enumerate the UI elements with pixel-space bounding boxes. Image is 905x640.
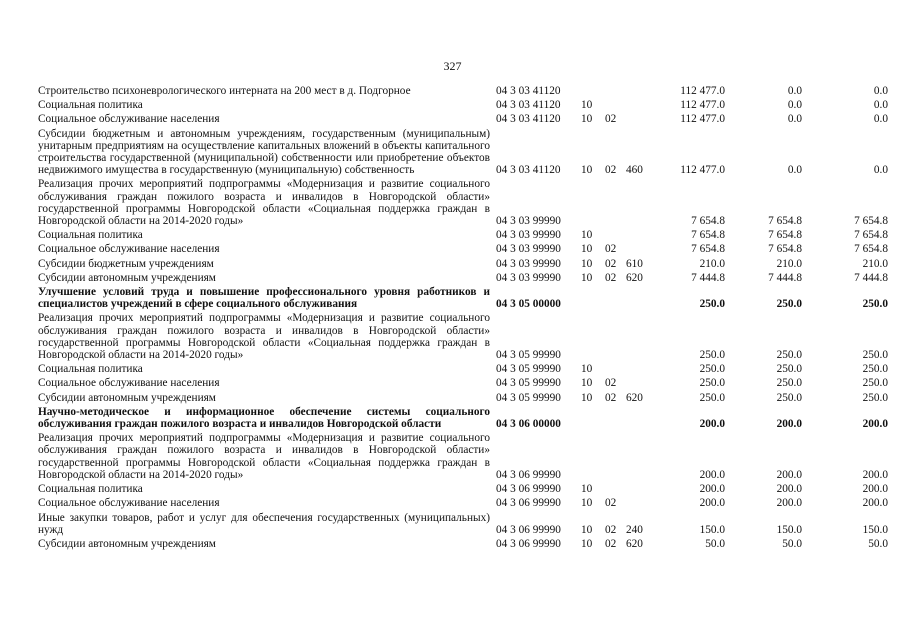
- table-row: [38, 312, 888, 361]
- expense-type-code: 620: [626, 271, 643, 284]
- amount-year-2: 0.0: [787, 85, 802, 97]
- section-code: 10: [581, 391, 593, 404]
- table-row: [38, 538, 888, 550]
- subsection-code: 02: [605, 391, 617, 404]
- section-code: 10: [581, 497, 593, 510]
- amount-year-3: 50.0: [868, 537, 888, 550]
- amount-year-3: 7 654.8: [854, 229, 888, 242]
- table-row: [38, 178, 888, 227]
- target-article-code: 04 3 03 99990: [496, 243, 561, 256]
- row-description: Социальная политика: [38, 483, 143, 496]
- amount-year-3: 0.0: [873, 164, 888, 177]
- amount-year-2: 7 654.8: [768, 215, 802, 228]
- table-row: [38, 229, 888, 241]
- page-number: 327: [443, 59, 462, 73]
- amount-year-2: 250.0: [776, 377, 802, 390]
- amount-year-2: 250.0: [776, 349, 802, 362]
- expense-type-code: 610: [626, 257, 643, 270]
- row-description: Улучшение условий труда и повышение профессионального уровня работников и специалистов учреждений в сфере социального обслуживания: [38, 286, 490, 311]
- amount-year-3: 150.0: [862, 523, 888, 536]
- amount-year-3: 7 654.8: [854, 215, 888, 228]
- amount-year-3: 200.0: [862, 483, 888, 496]
- table-row: [38, 483, 888, 495]
- table-row: [38, 497, 888, 509]
- amount-year-3: 0.0: [873, 113, 888, 126]
- row-description: Субсидии автономным учреждениям: [38, 391, 216, 404]
- section-code: 10: [581, 523, 593, 536]
- amount-year-3: 250.0: [862, 391, 888, 404]
- target-article-code: 04 3 03 41120: [496, 85, 561, 97]
- table-row-heading: [38, 286, 888, 310]
- amount-year-3: 200.0: [862, 418, 888, 431]
- section-code: 10: [581, 483, 593, 496]
- amount-year-3: 250.0: [862, 349, 888, 362]
- row-description: Субсидии автономным учреждениям: [38, 537, 216, 550]
- amount-year-1: 200.0: [699, 497, 725, 510]
- table-row: [38, 85, 888, 97]
- section-code: 10: [581, 363, 593, 376]
- amount-year-1: 250.0: [699, 349, 725, 362]
- target-article-code: 04 3 03 99990: [496, 229, 561, 242]
- amount-year-2: 250.0: [776, 391, 802, 404]
- target-article-code: 04 3 05 99990: [496, 377, 561, 390]
- amount-year-2: 0.0: [787, 99, 802, 112]
- row-description: Научно-методическое и информационное обеспечение системы социального обслуживания граждан пожилого возраста и инвалидов Новгородской области: [38, 405, 490, 431]
- row-description: Социальное обслуживание населения: [38, 113, 220, 126]
- table-row: [38, 363, 888, 375]
- target-article-code: 04 3 06 99990: [496, 523, 561, 536]
- row-description: Социальная политика: [38, 99, 143, 112]
- amount-year-2: 50.0: [782, 537, 802, 550]
- row-description: Строительство психоневрологического интерната на 200 мест в д. Подгорное: [38, 85, 411, 97]
- amount-year-1: 7 444.8: [691, 271, 725, 284]
- section-code: 10: [581, 377, 593, 390]
- target-article-code: 04 3 05 99990: [496, 391, 561, 404]
- amount-year-1: 112 477.0: [680, 85, 725, 97]
- budget-table: [38, 85, 888, 552]
- amount-year-2: 200.0: [776, 497, 802, 510]
- amount-year-1: 200.0: [699, 483, 725, 496]
- target-article-code: 04 3 06 99990: [496, 483, 561, 496]
- amount-year-3: 210.0: [862, 257, 888, 270]
- amount-year-1: 250.0: [699, 363, 725, 376]
- amount-year-2: 200.0: [776, 483, 802, 496]
- subsection-code: 02: [605, 537, 617, 550]
- table-row: [38, 377, 888, 389]
- section-code: 10: [581, 257, 593, 270]
- amount-year-1: 112 477.0: [680, 113, 725, 126]
- amount-year-2: 0.0: [787, 113, 802, 126]
- amount-year-1: 7 654.8: [691, 243, 725, 256]
- subsection-code: 02: [605, 377, 617, 390]
- target-article-code: 04 3 06 99990: [496, 468, 561, 481]
- amount-year-2: 200.0: [776, 468, 802, 481]
- amount-year-1: 7 654.8: [691, 215, 725, 228]
- amount-year-3: 200.0: [862, 468, 888, 481]
- target-article-code: 04 3 06 00000: [496, 418, 561, 431]
- row-description: Социальное обслуживание населения: [38, 377, 220, 390]
- row-description: Социальная политика: [38, 363, 143, 376]
- row-description: Реализация прочих мероприятий подпрограммы «Модернизация и развитие социального обслуживания граждан пожилого возраста и инвалидов в Новгородской области» государственной программы Новгородской области «Социальная поддержка граждан в Новгородской области на 2014-2020 годы»: [38, 312, 490, 362]
- table-row: [38, 99, 888, 111]
- target-article-code: 04 3 06 99990: [496, 497, 561, 510]
- section-code: 10: [581, 537, 593, 550]
- amount-year-2: 250.0: [776, 298, 802, 311]
- table-row: [38, 512, 888, 536]
- amount-year-1: 112 477.0: [680, 164, 725, 177]
- amount-year-3: 0.0: [873, 99, 888, 112]
- subsection-code: 02: [605, 497, 617, 510]
- row-description: Субсидии бюджетным учреждениям: [38, 257, 214, 270]
- section-code: 10: [581, 229, 593, 242]
- subsection-code: 02: [605, 523, 617, 536]
- amount-year-3: 7 444.8: [854, 271, 888, 284]
- amount-year-2: 150.0: [776, 523, 802, 536]
- subsection-code: 02: [605, 243, 617, 256]
- section-code: 10: [581, 164, 593, 177]
- table-row: [38, 392, 888, 404]
- table-row: [38, 128, 888, 177]
- amount-year-1: 112 477.0: [680, 99, 725, 112]
- row-description: Реализация прочих мероприятий подпрограммы «Модернизация и развитие социального обслуживания граждан пожилого возраста и инвалидов в Новгородской области» государственной программы Новгородской области «Социальная поддержка граждан в Новгородской области на 2014-2020 годы»: [38, 178, 490, 228]
- amount-year-2: 250.0: [776, 363, 802, 376]
- section-code: 10: [581, 243, 593, 256]
- expense-type-code: 620: [626, 391, 643, 404]
- subsection-code: 02: [605, 113, 617, 126]
- table-row: [38, 258, 888, 270]
- row-description: Социальная политика: [38, 229, 143, 242]
- target-article-code: 04 3 03 99990: [496, 215, 561, 228]
- row-description: Социальное обслуживание населения: [38, 243, 220, 256]
- amount-year-1: 150.0: [699, 523, 725, 536]
- amount-year-2: 7 654.8: [768, 229, 802, 242]
- subsection-code: 02: [605, 271, 617, 284]
- amount-year-1: 50.0: [705, 537, 725, 550]
- table-row: [38, 113, 888, 125]
- amount-year-1: 250.0: [699, 377, 725, 390]
- amount-year-3: 200.0: [862, 497, 888, 510]
- row-description: Субсидии бюджетным и автономным учреждениям, государственным (муниципальным) унитарным предприятиям на осуществление капитальных вложений в объекты капитального строительства государственной (муниципальной) собственности или приобретение объектов недвижимого имущества в государственную (муниципальную) собственность: [38, 127, 490, 177]
- amount-year-2: 200.0: [776, 418, 802, 431]
- section-code: 10: [581, 113, 593, 126]
- row-description: Реализация прочих мероприятий подпрограммы «Модернизация и развитие социального обслуживания граждан пожилого возраста и инвалидов в Новгородской области» государственной программы Новгородской области «Социальная поддержка граждан в Новгородской области на 2014-2020 годы»: [38, 432, 490, 481]
- target-article-code: 04 3 03 41120: [496, 99, 561, 112]
- section-code: 10: [581, 271, 593, 284]
- target-article-code: 04 3 05 99990: [496, 349, 561, 362]
- target-article-code: 04 3 03 99990: [496, 271, 561, 284]
- target-article-code: 04 3 05 99990: [496, 363, 561, 376]
- row-description: Иные закупки товаров, работ и услуг для обеспечения государственных (муниципальных) нужд: [38, 511, 490, 536]
- target-article-code: 04 3 03 41120: [496, 113, 561, 126]
- amount-year-1: 200.0: [699, 468, 725, 481]
- amount-year-1: 250.0: [699, 391, 725, 404]
- amount-year-1: 250.0: [699, 298, 725, 311]
- table-row: [38, 432, 888, 481]
- target-article-code: 04 3 06 99990: [496, 537, 561, 550]
- amount-year-2: 210.0: [776, 257, 802, 270]
- subsection-code: 02: [605, 164, 617, 177]
- table-row: [38, 243, 888, 255]
- amount-year-3: 250.0: [862, 363, 888, 376]
- amount-year-1: 210.0: [699, 257, 725, 270]
- row-description: Социальное обслуживание населения: [38, 497, 220, 510]
- subsection-code: 02: [605, 257, 617, 270]
- expense-type-code: 460: [626, 164, 643, 177]
- amount-year-3: 7 654.8: [854, 243, 888, 256]
- amount-year-3: 250.0: [862, 377, 888, 390]
- amount-year-3: 250.0: [862, 298, 888, 311]
- amount-year-2: 0.0: [787, 164, 802, 177]
- section-code: 10: [581, 99, 593, 112]
- amount-year-1: 7 654.8: [691, 229, 725, 242]
- amount-year-3: 0.0: [873, 85, 888, 97]
- table-row-heading: [38, 406, 888, 430]
- expense-type-code: 620: [626, 537, 643, 550]
- target-article-code: 04 3 03 41120: [496, 164, 561, 177]
- target-article-code: 04 3 05 00000: [496, 298, 561, 311]
- amount-year-2: 7 444.8: [768, 271, 802, 284]
- expense-type-code: 240: [626, 523, 643, 536]
- table-row: [38, 272, 888, 284]
- row-description: Субсидии автономным учреждениям: [38, 271, 216, 284]
- target-article-code: 04 3 03 99990: [496, 257, 561, 270]
- amount-year-1: 200.0: [699, 418, 725, 431]
- amount-year-2: 7 654.8: [768, 243, 802, 256]
